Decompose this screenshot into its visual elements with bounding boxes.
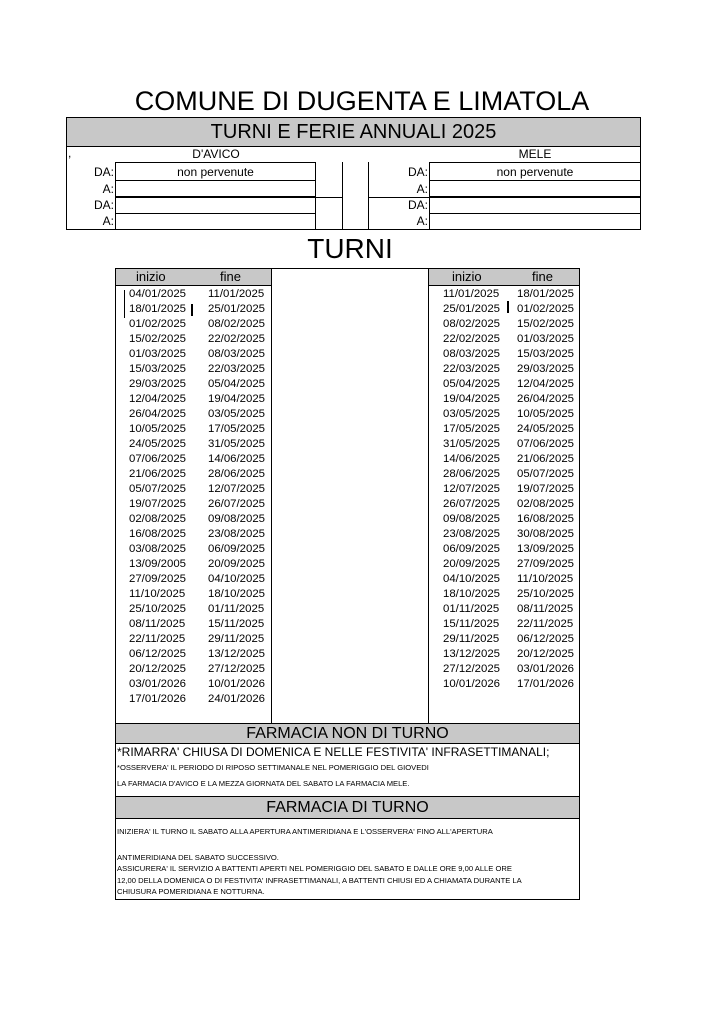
date-cell: 11/01/2025	[443, 288, 500, 300]
divider	[368, 162, 369, 230]
date-cell: 02/08/2025	[129, 513, 187, 525]
date-cell: 29/11/2025	[443, 633, 500, 645]
date-cell: 12/04/2025	[517, 378, 575, 390]
right-start-dates	[443, 287, 500, 692]
date-cell: 22/11/2025	[129, 633, 186, 645]
date-cell: 15/11/2025	[443, 618, 500, 630]
date-cell: 15/03/2025	[129, 363, 187, 375]
date-cell: 31/05/2025	[208, 438, 266, 450]
divider	[428, 268, 429, 723]
cell-mark	[124, 290, 125, 318]
date-cell: 26/04/2025	[129, 408, 187, 420]
date-cell: 27/09/2025	[129, 573, 187, 585]
date-cell: 31/05/2025	[443, 438, 501, 450]
date-cell: 27/09/2025	[517, 558, 575, 570]
date-cell: 09/08/2025	[443, 513, 501, 525]
date-cell: 18/01/2025	[129, 303, 187, 315]
date-cell: 11/10/2025	[517, 573, 574, 585]
date-cell: 22/03/2025	[208, 363, 266, 375]
di-turno-line2: ANTIMERIDIANA DEL SABATO SUCCESSIVO.	[117, 853, 279, 862]
date-cell: 20/09/2025	[208, 558, 266, 570]
divider	[342, 162, 343, 230]
date-cell: 25/10/2025	[129, 603, 187, 615]
date-cell: 27/12/2025	[443, 663, 501, 675]
date-cell: 07/06/2025	[517, 438, 575, 450]
date-cell: 10/05/2025	[129, 423, 187, 435]
left-start-dates	[129, 287, 186, 707]
date-cell: 20/09/2025	[443, 558, 501, 570]
date-cell: 17/05/2025	[208, 423, 266, 435]
date-cell: 15/02/2025	[517, 318, 575, 330]
di-turno-line5: CHIUSURA POMERIDIANA E NOTTURNA.	[117, 887, 265, 896]
date-cell: 05/07/2025	[517, 468, 575, 480]
divider	[115, 180, 316, 181]
divider	[428, 285, 580, 286]
date-cell: 15/11/2025	[208, 618, 265, 630]
date-cell: 13/09/2025	[517, 543, 575, 555]
date-cell: 29/11/2025	[208, 633, 265, 645]
cell-mark	[191, 304, 193, 316]
date-cell: 11/01/2025	[208, 288, 265, 300]
date-cell: 01/02/2025	[129, 318, 187, 330]
date-cell: 28/06/2025	[443, 468, 501, 480]
date-cell: 28/06/2025	[208, 468, 266, 480]
date-cell: 07/06/2025	[129, 453, 187, 465]
pharmacy-name-davico: D'AVICO	[192, 147, 240, 161]
date-cell: 06/12/2025	[129, 648, 187, 660]
right-end-dates	[517, 287, 574, 692]
turni-title: TURNI	[307, 233, 393, 264]
municipality-title: COMUNE DI DUGENTA E LIMATOLA	[134, 86, 590, 116]
date-cell: 22/02/2025	[208, 333, 266, 345]
date-cell: 24/01/2026	[208, 693, 266, 705]
date-cell: 15/02/2025	[129, 333, 187, 345]
date-cell: 03/01/2026	[517, 663, 575, 675]
di-turno-title: FARMACIA DI TURNO	[116, 797, 579, 818]
date-cell: 14/06/2025	[443, 453, 501, 465]
divider	[115, 818, 580, 819]
date-cell: 09/08/2025	[208, 513, 266, 525]
date-cell: 08/03/2025	[208, 348, 266, 360]
da-label: DA:	[407, 165, 428, 179]
date-cell: 17/05/2025	[443, 423, 501, 435]
date-cell: 10/01/2026	[443, 678, 501, 690]
date-cell: 01/02/2025	[517, 303, 575, 315]
a-label: A:	[102, 182, 114, 196]
date-cell: 06/12/2025	[517, 633, 575, 645]
left-end-dates	[208, 287, 265, 707]
date-cell: 12/04/2025	[129, 393, 187, 405]
a-label: A:	[416, 182, 428, 196]
divider	[115, 213, 316, 214]
date-cell: 16/08/2025	[517, 513, 575, 525]
date-cell: 03/05/2025	[208, 408, 266, 420]
divider	[115, 285, 272, 286]
date-cell: 30/08/2025	[517, 528, 575, 540]
date-cell: 05/04/2025	[208, 378, 266, 390]
date-cell: 17/01/2026	[129, 693, 187, 705]
date-cell: 26/07/2025	[208, 498, 266, 510]
date-cell: 20/12/2025	[129, 663, 187, 675]
date-cell: 13/12/2025	[443, 648, 501, 660]
date-cell: 01/11/2025	[208, 603, 265, 615]
non-di-turno-line1: *RIMARRA' CHIUSA DI DOMENICA E NELLE FESTIVITA' INFRASETTIMANALI;	[117, 745, 550, 759]
comma-mark: ,	[68, 146, 72, 160]
date-cell: 04/10/2025	[443, 573, 501, 585]
date-cell: 19/07/2025	[129, 498, 187, 510]
date-cell: 21/06/2025	[129, 468, 187, 480]
date-cell: 22/02/2025	[443, 333, 501, 345]
date-cell: 21/06/2025	[517, 453, 575, 465]
date-cell: 18/01/2025	[517, 288, 575, 300]
di-turno-line1: INIZIERA' IL TURNO IL SABATO ALLA APERTURA ANTIMERIDIANA E L'OSSERVERA' FINO ALL'APERTURA	[117, 827, 493, 836]
date-cell: 03/05/2025	[443, 408, 501, 420]
date-cell: 08/02/2025	[443, 318, 501, 330]
date-cell: 20/12/2025	[517, 648, 575, 660]
date-cell: 12/07/2025	[443, 483, 501, 495]
date-cell: 24/05/2025	[517, 423, 575, 435]
left-header-start: inizio	[136, 269, 166, 284]
date-cell: 24/05/2025	[129, 438, 187, 450]
divider	[115, 743, 580, 744]
date-cell: 06/09/2025	[208, 543, 266, 555]
date-cell: 18/10/2025	[443, 588, 501, 600]
date-cell: 10/05/2025	[517, 408, 575, 420]
ferie-right-value-1: non pervenute	[496, 165, 574, 179]
a-label: A:	[102, 214, 114, 228]
date-cell: 25/10/2025	[517, 588, 575, 600]
date-cell: 17/01/2026	[517, 678, 575, 690]
date-cell: 03/01/2026	[129, 678, 187, 690]
date-cell: 16/08/2025	[129, 528, 187, 540]
a-label: A:	[416, 214, 428, 228]
date-cell: 23/08/2025	[443, 528, 501, 540]
da-label: DA:	[93, 165, 114, 179]
date-cell: 11/10/2025	[129, 588, 186, 600]
date-cell: 14/06/2025	[208, 453, 266, 465]
non-di-turno-line2: *OSSERVERA' IL PERIODO DI RIPOSO SETTIMANALE NEL POMERIGGIO DEL GIOVEDI	[117, 763, 429, 772]
divider	[429, 180, 641, 181]
da-label: DA:	[407, 198, 428, 212]
date-cell: 06/09/2025	[443, 543, 501, 555]
date-cell: 08/11/2025	[129, 618, 186, 630]
date-cell: 29/03/2025	[517, 363, 575, 375]
date-cell: 26/07/2025	[443, 498, 501, 510]
date-cell: 26/04/2025	[517, 393, 575, 405]
date-cell: 01/03/2025	[517, 333, 575, 345]
divider	[316, 197, 342, 198]
date-cell: 08/11/2025	[517, 603, 574, 615]
divider	[271, 268, 272, 723]
cell-mark	[507, 301, 509, 313]
date-cell: 25/01/2025	[443, 303, 501, 315]
left-header-end: fine	[220, 269, 241, 284]
date-cell: 01/11/2025	[443, 603, 500, 615]
date-cell: 12/07/2025	[208, 483, 266, 495]
di-turno-line4: 12,00 DELLA DOMENICA O DI FESTIVITA' INFRASETTIMANALI, A BATTENTI CHIUSI ED A CHIAMATA DURANTE LA	[117, 876, 522, 885]
date-cell: 19/04/2025	[208, 393, 266, 405]
date-cell: 03/08/2025	[129, 543, 187, 555]
date-cell: 08/02/2025	[208, 318, 266, 330]
divider	[429, 213, 641, 214]
di-turno-line3: ASSICURERA' IL SERVIZIO A BATTENTI APERTI NEL POMERIGGIO DEL SABATO E DALLE ORE 9,00 ALLE ORE	[117, 864, 512, 873]
date-cell: 19/04/2025	[443, 393, 501, 405]
date-cell: 05/04/2025	[443, 378, 501, 390]
date-cell: 25/01/2025	[208, 303, 266, 315]
date-cell: 22/11/2025	[517, 618, 574, 630]
date-cell: 29/03/2025	[129, 378, 187, 390]
date-cell: 13/12/2025	[208, 648, 266, 660]
ferie-title: TURNI E FERIE ANNUALI 2025	[67, 118, 640, 147]
date-cell: 02/08/2025	[517, 498, 575, 510]
da-label: DA:	[93, 198, 114, 212]
date-cell: 15/03/2025	[517, 348, 575, 360]
ferie-left-value-1: non pervenute	[177, 165, 254, 179]
date-cell: 05/07/2025	[129, 483, 187, 495]
non-di-turno-line3: LA FARMACIA D'AVICO E LA MEZZA GIORNATA DEL SABATO LA FARMACIA MELE.	[117, 779, 410, 788]
date-cell: 10/01/2026	[208, 678, 266, 690]
date-cell: 01/03/2025	[129, 348, 187, 360]
date-cell: 27/12/2025	[208, 663, 266, 675]
right-header-start: inizio	[452, 269, 482, 284]
date-cell: 04/01/2025	[129, 288, 187, 300]
date-cell: 23/08/2025	[208, 528, 266, 540]
date-cell: 13/09/2005	[129, 558, 187, 570]
date-cell: 08/03/2025	[443, 348, 501, 360]
right-header-end: fine	[532, 269, 553, 284]
pharmacy-name-mele: MELE	[518, 147, 552, 161]
date-cell: 22/03/2025	[443, 363, 501, 375]
date-cell: 18/10/2025	[208, 588, 266, 600]
non-di-turno-title: FARMACIA NON DI TURNO	[116, 724, 579, 743]
date-cell: 19/07/2025	[517, 483, 575, 495]
date-cell: 04/10/2025	[208, 573, 266, 585]
